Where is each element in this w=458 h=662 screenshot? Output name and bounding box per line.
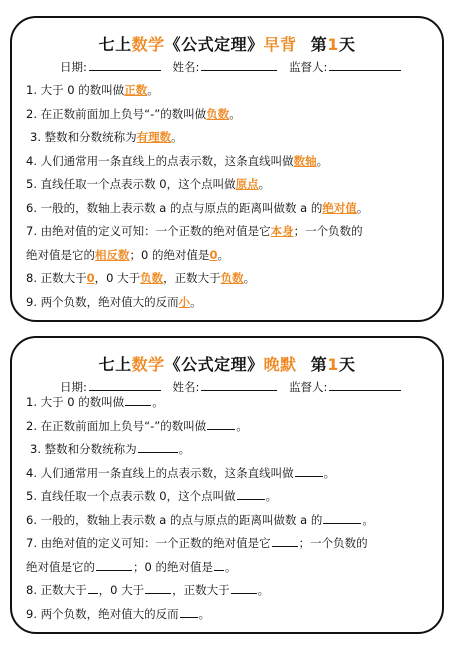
question-5: 5. 直线任取一个点表示数 0，这个点叫做 。 xyxy=(26,489,278,503)
question-7-line-1: 7. 由绝对值的定义可知：一个正数的绝对值是它 ；一个负数的 xyxy=(26,536,368,550)
name-label: 姓名: xyxy=(172,60,200,74)
answer-blank[interactable] xyxy=(145,582,171,594)
morning-recite-card xyxy=(10,16,444,322)
answer: 0 xyxy=(209,248,218,262)
card-title: 七上数学《公式定理》早背 第1天 xyxy=(98,35,356,54)
supervisor-label: 监督人: xyxy=(289,380,328,394)
question-2: 2. 在正数前面加上负号“-”的数叫做负数。 xyxy=(26,107,241,121)
supervisor-field[interactable] xyxy=(329,58,401,71)
name-field[interactable] xyxy=(201,378,277,391)
answer: 原点 xyxy=(235,177,259,191)
answer: 0 xyxy=(86,271,95,285)
answer: 有理数 xyxy=(136,130,172,144)
question-8: 8. 正数大于 ，0 大于 ，正数大于 。 xyxy=(26,583,270,597)
answer-blank[interactable] xyxy=(125,394,151,406)
answer: 负数 xyxy=(220,271,244,285)
question-9: 9. 两个负数，绝对值大的反而 。 xyxy=(26,607,211,621)
answer-blank[interactable] xyxy=(180,606,198,618)
date-label: 日期: xyxy=(60,380,87,394)
meta-row xyxy=(60,378,409,395)
answer-blank[interactable] xyxy=(323,512,361,524)
answer: 本身 xyxy=(270,224,294,238)
answer-blank[interactable] xyxy=(138,441,178,453)
question-4: 4. 人们通常用一条直线上的点表示数，这条直线叫做数轴。 xyxy=(26,154,329,168)
question-7-line-2: 绝对值是它的 ；0 的绝对值是 。 xyxy=(26,560,237,574)
answer-blank[interactable] xyxy=(88,582,98,594)
date-field[interactable] xyxy=(89,58,161,71)
name-label: 姓名: xyxy=(172,380,200,394)
supervisor-label: 监督人: xyxy=(289,60,328,74)
date-field[interactable] xyxy=(89,378,161,391)
answer-blank[interactable] xyxy=(231,582,257,594)
answer: 相反数 xyxy=(95,248,130,262)
question-3: 3. 整数和分数统称为 。 xyxy=(30,442,191,456)
question-9: 9. 两个负数，绝对值大的反而小。 xyxy=(26,295,202,309)
question-3: 3. 整数和分数统称为有理数。 xyxy=(30,130,183,144)
question-4: 4. 人们通常用一条直线上的点表示数，这条直线叫做 。 xyxy=(26,466,336,480)
question-6: 6. 一般的，数轴上表示数 a 的点与原点的距离叫做数 a 的绝对值。 xyxy=(26,201,369,215)
answer-blank[interactable] xyxy=(272,535,298,547)
card-title: 七上数学《公式定理》晚默 第1天 xyxy=(98,355,356,374)
answer: 数轴 xyxy=(293,154,317,168)
date-label: 日期: xyxy=(60,60,87,74)
evening-dictation-card xyxy=(10,336,444,634)
question-7-line-2: 绝对值是它的相反数；0 的绝对值是0。 xyxy=(26,248,229,262)
answer: 负数 xyxy=(140,271,164,285)
meta-row xyxy=(60,58,409,75)
question-7-line-1: 7. 由绝对值的定义可知：一个正数的绝对值是它本身；一个负数的 xyxy=(26,224,363,238)
answer-blank[interactable] xyxy=(295,465,323,477)
answer-blank[interactable] xyxy=(207,418,235,430)
question-5: 5. 直线任取一个点表示数 0，这个点叫做原点。 xyxy=(26,177,271,191)
question-8: 8. 正数大于0，0 大于负数，正数大于负数。 xyxy=(26,271,256,285)
question-1: 1. 大于 0 的数叫做 。 xyxy=(26,395,164,409)
question-2: 2. 在正数前面加上负号“-”的数叫做 。 xyxy=(26,419,248,433)
answer-blank[interactable] xyxy=(214,559,224,571)
supervisor-field[interactable] xyxy=(329,378,401,391)
question-1: 1. 大于 0 的数叫做正数。 xyxy=(26,83,159,97)
question-6: 6. 一般的，数轴上表示数 a 的点与原点的距离叫做数 a 的 。 xyxy=(26,513,374,527)
answer: 负数 xyxy=(206,107,230,121)
answer: 绝对值 xyxy=(322,201,357,215)
answer: 小 xyxy=(178,295,191,309)
name-field[interactable] xyxy=(201,58,277,71)
answer-blank[interactable] xyxy=(237,488,265,500)
answer: 正数 xyxy=(124,83,148,97)
answer-blank[interactable] xyxy=(96,559,132,571)
